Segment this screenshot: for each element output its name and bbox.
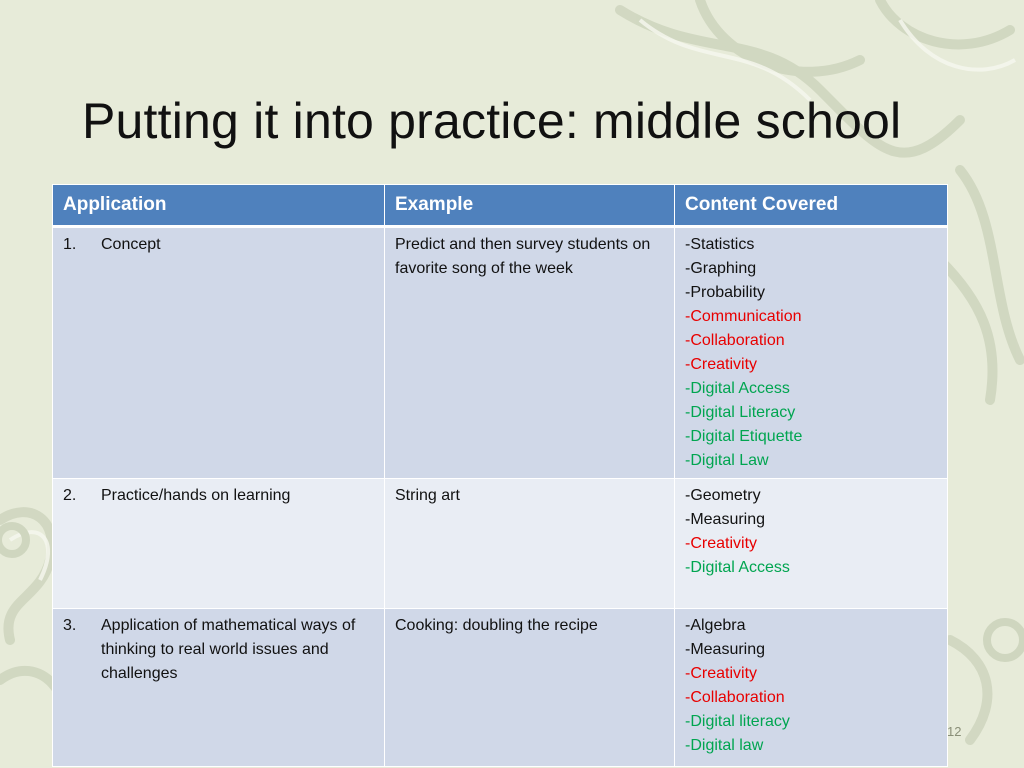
content-item: -Graphing (685, 260, 757, 277)
content-item: -Digital literacy (685, 713, 790, 730)
content-item: -Statistics (685, 236, 755, 253)
content-item: -Geometry (685, 487, 761, 504)
content-item: -Digital Etiquette (685, 428, 803, 445)
table-row (53, 479, 948, 609)
content-item: -Collaboration (685, 332, 785, 349)
content-item: -Communication (685, 308, 802, 325)
header-example: Example (385, 185, 675, 227)
content-item: -Algebra (685, 617, 746, 634)
content-item: -Digital Law (685, 452, 769, 469)
example-cell: Predict and then survey students on favorite song of the week (385, 227, 675, 479)
example-cell: Cooking: doubling the recipe (385, 609, 675, 767)
table-row (53, 609, 948, 767)
table-row (53, 227, 948, 479)
content-cell (675, 479, 948, 609)
content-item: -Measuring (685, 511, 766, 528)
application-cell (53, 227, 385, 479)
application-cell (53, 609, 385, 767)
example-cell: String art (385, 479, 675, 609)
content-item: -Digital Access (685, 559, 790, 576)
content-item: -Collaboration (685, 689, 785, 706)
header-application: Application (53, 185, 385, 227)
content-cell (675, 227, 948, 479)
content-item: -Digital Access (685, 380, 790, 397)
application-text: Practice/hands on learning (101, 487, 291, 504)
content-item: -Creativity (685, 665, 758, 682)
header-content-covered: Content Covered (675, 185, 948, 227)
content-item: -Creativity (685, 356, 758, 373)
row-number: 3. (63, 617, 77, 634)
content-item: -Measuring (685, 641, 766, 658)
content-item: -Digital Literacy (685, 404, 796, 421)
content-item: -Creativity (685, 535, 758, 552)
row-number: 1. (63, 236, 77, 253)
content-item: -Probability (685, 284, 766, 301)
table-header-row (53, 185, 948, 227)
row-number: 2. (63, 487, 77, 504)
content-cell (675, 609, 948, 767)
application-text: Application of mathematical ways of thinking to real world issues and challenges (101, 617, 356, 682)
slide-page-number: 12 (947, 724, 962, 739)
content-item: -Digital law (685, 737, 764, 754)
application-cell (53, 479, 385, 609)
application-text: Concept (101, 236, 161, 253)
practice-table (52, 184, 948, 767)
slide-title: Putting it into practice: middle school (82, 93, 902, 149)
